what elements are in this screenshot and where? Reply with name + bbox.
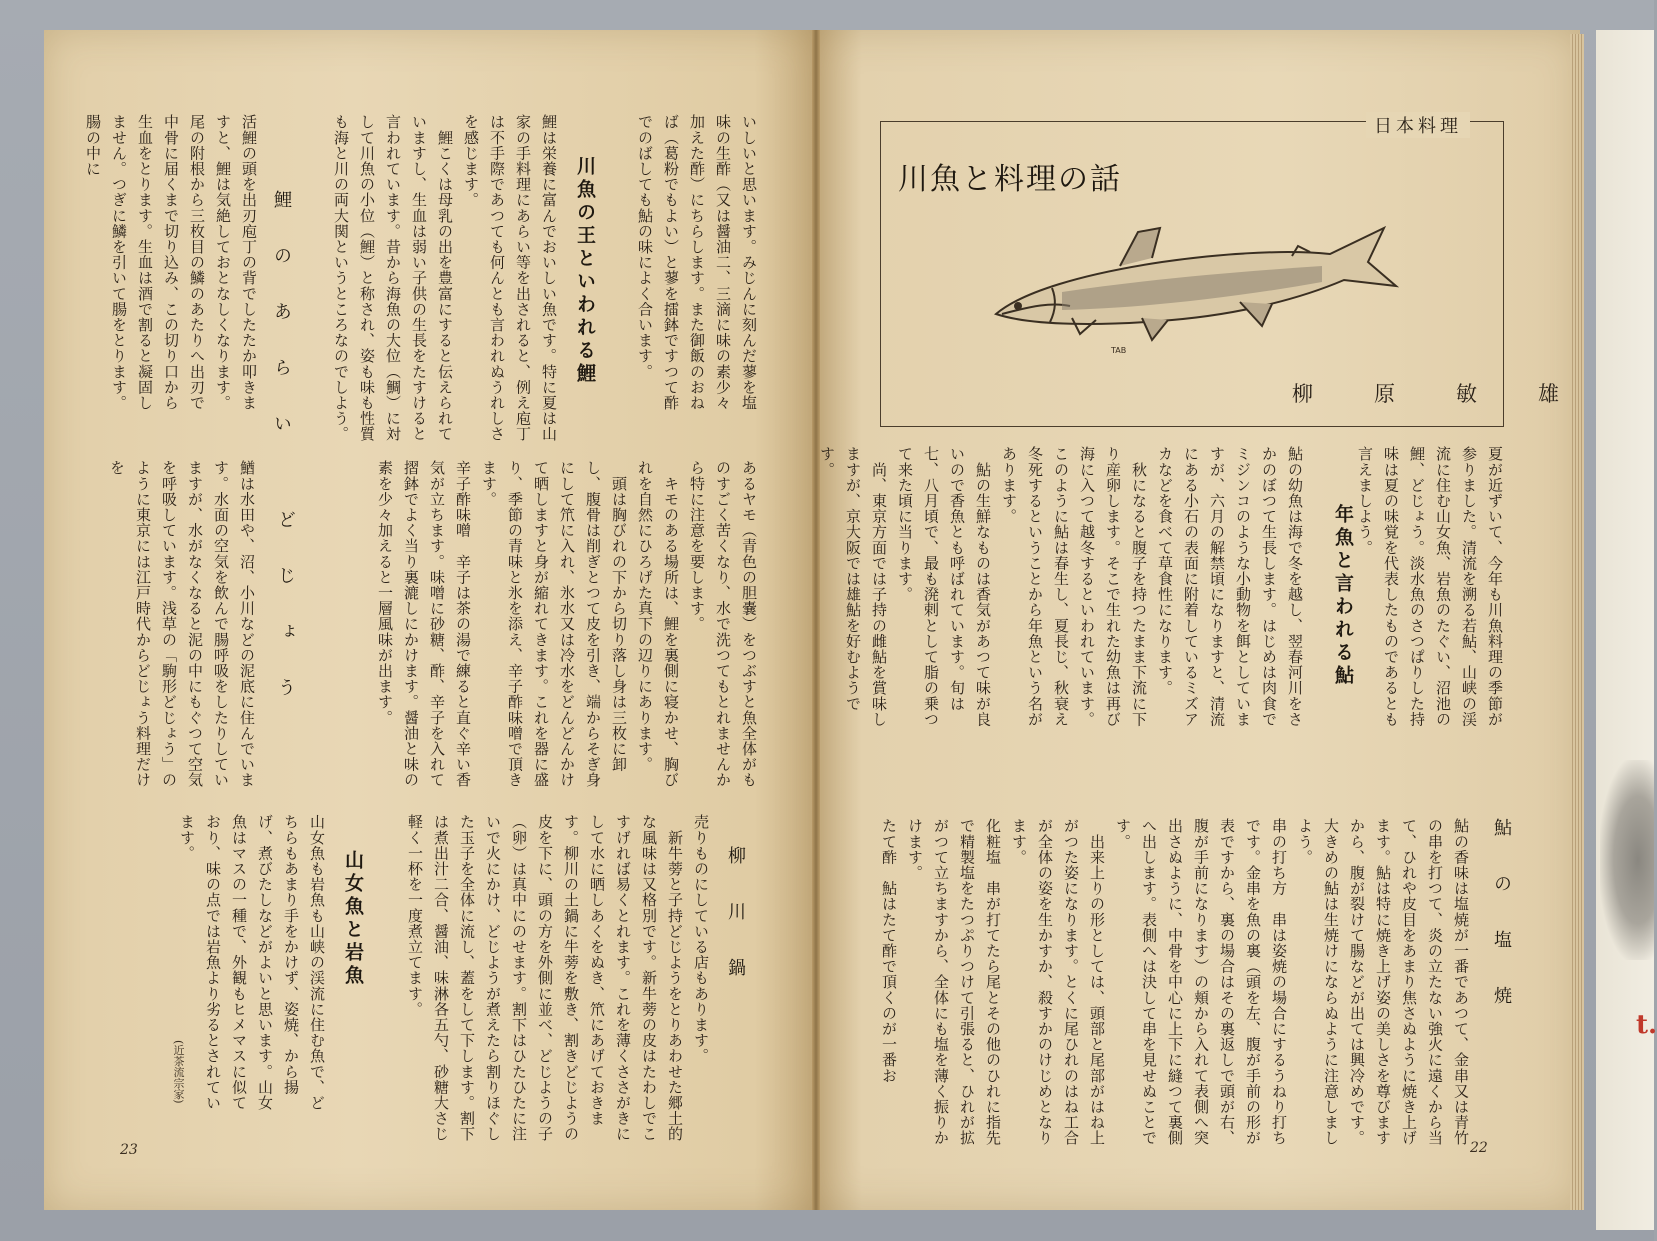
series-label: 日本料理	[1366, 112, 1470, 138]
koi-prep-text: あるヤモ（青色の胆嚢）をつぶすと魚全体がものすごく苦くなり、水で洗つてもとれませんから特に注意を要します。 キモのある場所は、鯉を裏側に寝かせ、胸びれを自然にひろげた真下の辺りにあります。 頭は胸びれの下から切り落し身は三枚に卸し、腹骨は削ぎとつて皮を引き、端からそぎ身にして笊に入れ、氷水又は冷水をどんどんかけて晒しますと身が縮れてきます。これを器に盛り、季節の青味と氷を添え、辛子酢味噌で頂きます。 辛子酢味噌 辛子は茶の湯で練ると直ぐ辛い香気が立ちます。味噌に砂糖、酢、辛子を入れて摺鉢でよく当り裏漉しにかけます。醤油と味の素を少々加えると一層風味が出ます。	[376, 460, 758, 788]
intro-text: 夏が近ずいて、今年も川魚料理の季節が参りました。清流を溯る若鮎、山峡の渓流に住む山女魚、岩魚のたぐい、沼池の鯉、どじょう。淡水魚のさつぱりした持味は夏の味覚を代表したものであるとも言えましよう。	[1356, 446, 1504, 727]
yanagawa-heading: 柳 川 鍋	[725, 846, 746, 986]
article-title: 川魚と料理の話	[898, 162, 1122, 197]
koi-heading: 川魚の王といわれる鯉	[574, 156, 596, 386]
koi-text: 鯉は栄養に富んでおいしい魚です。特に夏は山家の手料理にあらい等を出されると、例え庖丁は不手際であつても何んとも言われぬうれしさを感じます。 鯉こくは母乳の出を豊富にすると伝えられていますし、生血は弱い子供の生長をたすけると言われています。昔から海魚の大位（鯛）に対して川魚の小位（鯉）と称され、姿も味も性質も海と川の両大関というところなのでしよう。	[332, 114, 558, 442]
yanagawa-text: 売りものにしている店もあります。 新牛蒡と子持どじようをとりあわせた郷土的な風味は又格別です。新牛蒡の皮はたわしでこすげれば易くとれます。これを薄くささがきにして水に晒しあくをぬき、笊にあげておきます。柳川の土鍋に牛蒡を敷き、割きどじようの皮を下に、頭の方を外側に並べ、どじようの子（卵）は真中にのせます。割下はひたひたに注いで火にかけ、どじようが煮えたら割りほぐした玉子を全体に流し、蓋をして下します。割下は煮出汁二合、醤油、味淋各五勺、砂糖大さじ軽く一杯を一度煮立てます。	[406, 814, 710, 1142]
next-page-glimpse: t.	[1636, 1010, 1657, 1040]
author-name: 柳 原 敏 雄	[1292, 382, 1579, 406]
book-gutter	[812, 30, 820, 1210]
page-stack-edge	[1570, 34, 1584, 1210]
continuation-text: いしいと思います。みじんに刻んだ蓼を塩味の生酢（又は醤油二、三滴に味の素少々加えた酢）にちらします。また御飯のおねば（葛粉でもよい）と蓼を擂鉢ですつて酢でのばしても鮎の味によく合います。	[636, 114, 758, 411]
fish-illustration	[992, 222, 1404, 370]
shioyaki-text: 鮎の香味は塩焼が一番であつて、金串又は青竹の串を打つて、炎の立たない強火に遠くから当て、ひれや皮目をあまり焦さぬように焼き上げます。鮎は特に焼き上げ姿の美しさを尊びますから、腹が裂けて腸などが出ては興冷めです。大きめの鮎は生焼けにならぬように注意しましよう。 串の打ち方 串は姿焼の場合にするうねり打ちです。金串を魚の裏（頭を左、腹が手前の形が表ですから、裏の場合はその裏返しで頭が右、腹が手前になります）の頬から入れて表側へ突出さぬように、中骨を中心に上下に縫つて裏側へ出します。表側へは決して串を見せぬことです。 出来上りの形としては、頭部と尾部がはね上がつた姿になります。とくに尾ひれのはね工合が全体の姿を生かすか、殺すかのけじめとなります。 化粧塩 串が打てたら尾とその他のひれに指先で精製塩をたつぷりつけて引張ると、ひれが拡がつて立ちますから、全体にも塩を薄く振りかけます。 たて酢 鮎はたて酢で頂くのが一番お	[880, 818, 1470, 1146]
next-page-edge	[1596, 30, 1654, 1230]
ayu-heading: 年魚と言われる鮎	[1332, 504, 1354, 688]
shioyaki-heading: 鮎 の 塩 焼	[1491, 818, 1512, 1014]
yamame-heading: 山女魚と岩魚	[342, 850, 364, 988]
ink-stain	[1600, 760, 1654, 960]
illustration-signature: TAB	[1111, 346, 1127, 355]
ayu-text: 鮎の幼魚は海で冬を越し、翌春河川をさかのぼつて生長します。はじめは肉食でミジンコのような小動物を餌としていますが、六月の解禁頃になりますと、清流にある小石の表面に附着しているミズアカなどを食べて草食性になります。 秋になると腹子を持つたまま下流に下り産卵します。そこで生れた幼魚は再び海に入つて越冬するといわれています。このように鮎は春生し、夏長じ、秋衰え冬死するということから年魚という名があります。 鮎の生鮮なものは香気があつて味が良いので香魚とも呼ばれています。旬は七、八月頃で、最も溌剌として脂の乗つて来た頃に当ります。 尚、東京方面では子持の雌鮎を賞味しますが、京大阪では雄鮎を好むようです。	[818, 446, 1304, 727]
yamame-text: 山女魚も岩魚も山峡の渓流に住む魚で、どちらもあまり手をかけず、姿焼、から揚げ、煮びたしなどがよいと思います。山女魚はマスの一種で、外観もヒメマスに似ており、味の点では岩魚より劣るとされています。	[178, 814, 326, 1111]
author-credit: (近茶流宗家)	[172, 1040, 185, 1104]
dojo-heading: ど じ ょ う	[275, 510, 296, 706]
arai-text: 活鯉の頭を出刃庖丁の背でしたたか叩きますと、鯉は気絶しておとなしくなります。尾の附根から三枚目の鱗のあたりへ出刃で中骨に届くまで切り込み、この切り口から生血をとります。生血は酒で割ると凝固しません。つぎに鱗を引いて腸をとります。腸の中に	[84, 114, 258, 411]
page-number-left: 23	[120, 1142, 138, 1158]
page-number-right: 22	[1470, 1140, 1488, 1156]
arai-heading: 鯉 の あ ら い	[271, 190, 292, 442]
dojo-text: 鰌は水田や、沼、小川などの泥底に住んでいます。水面の空気を飲んで腸呼吸をしたりしていますが、水がなくなると泥の中にもぐつて空気を呼吸しています。浅草の「駒形どじょう」のように東京には江戸時代からどじょう料理だけを	[108, 460, 256, 788]
